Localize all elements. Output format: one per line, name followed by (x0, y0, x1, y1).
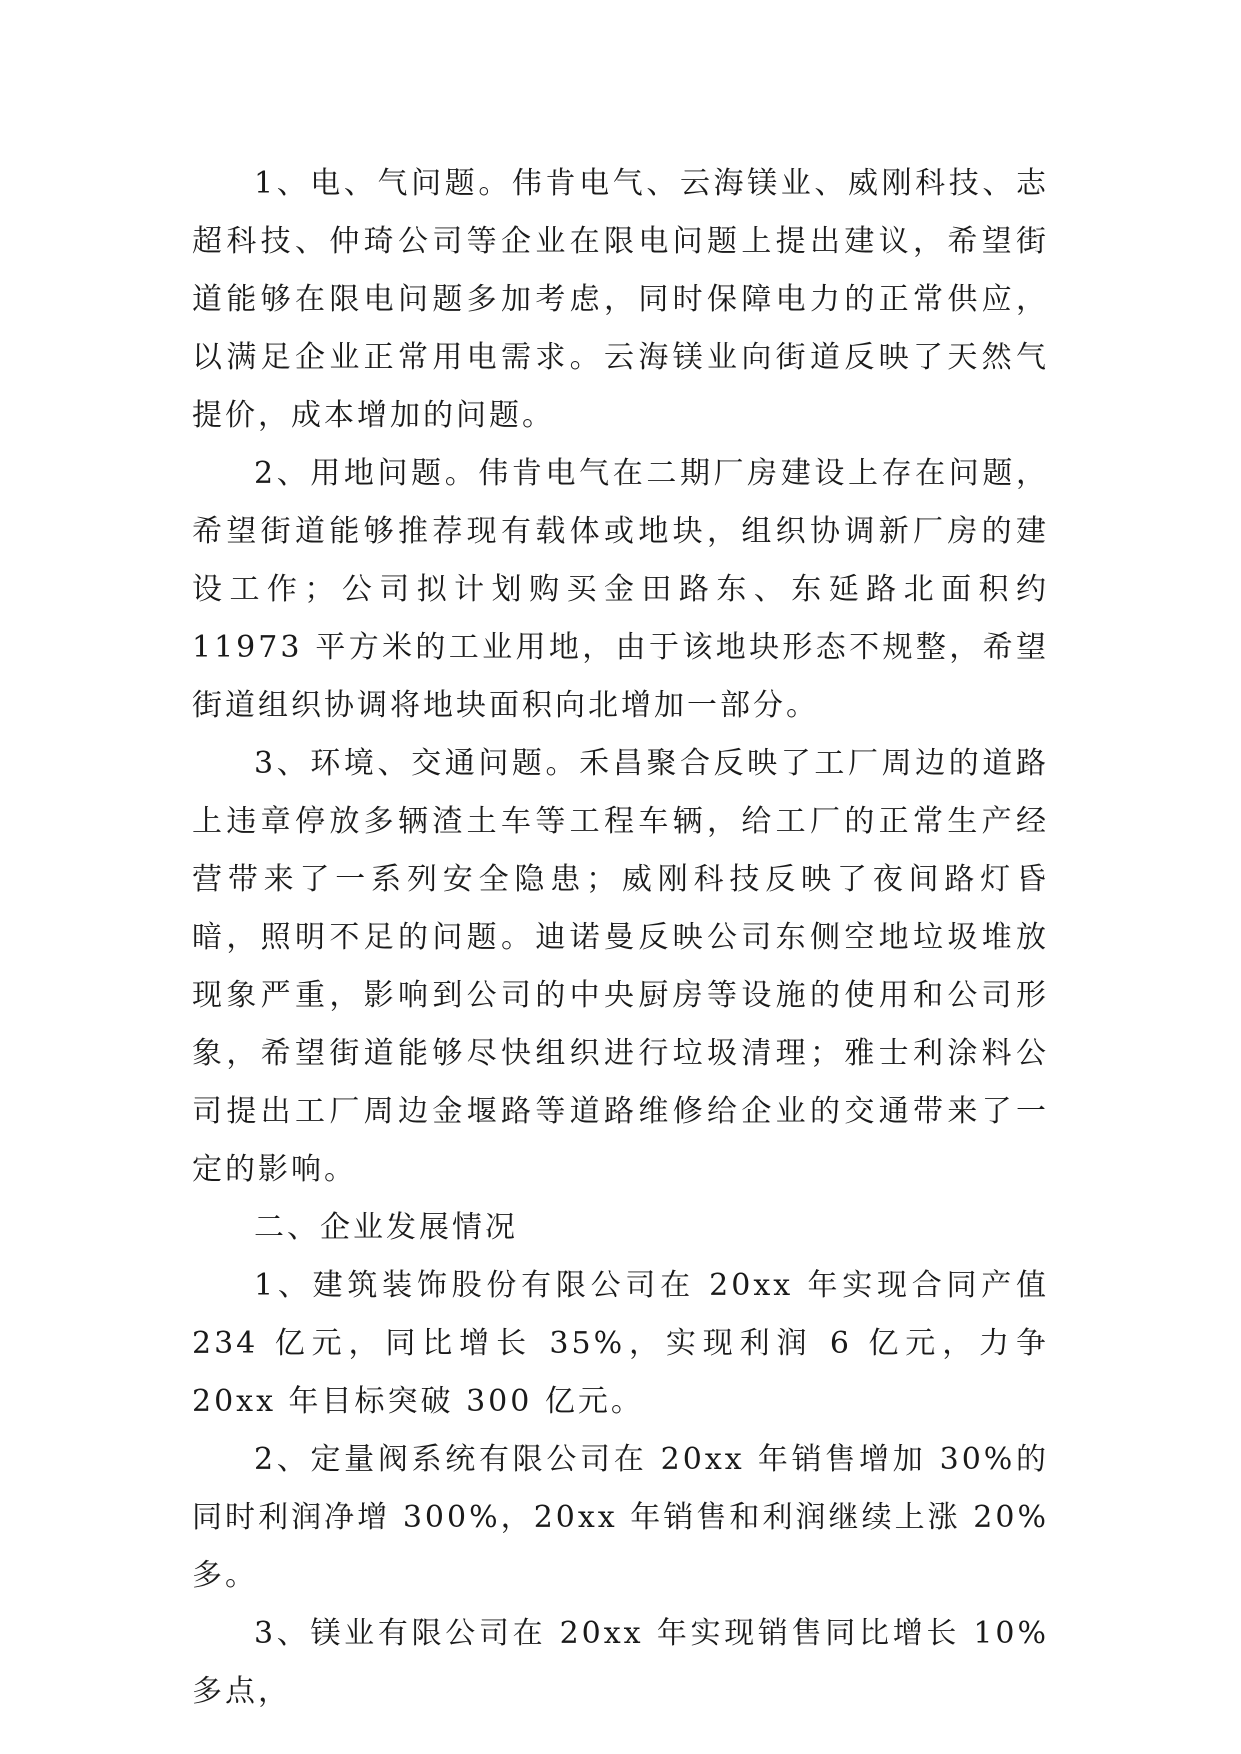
document-body (192, 155, 1049, 1721)
paragraph-electricity-gas-issues: 1、电、气问题。伟肯电气、云海镁业、威刚科技、志超科技、仲琦公司等企业在限电问题上提出建议，希望街道能够在限电问题多加考虑，同时保障电力的正常供应，以满足企业正常用电需求。云海镁业向街道反映了天然气提价，成本增加的问题。 (192, 166, 1049, 433)
paragraph-valve-company: 2、定量阀系统有限公司在 20xx 年销售增加 30%的同时利润净增 300%，20xx 年销售和利润继续上涨 20%多。 (192, 1442, 1049, 1593)
paragraph-magnesium-company: 3、镁业有限公司在 20xx 年实现销售同比增长 10%多点， (192, 1616, 1049, 1709)
paragraph-environment-traffic-issues: 3、环境、交通问题。禾昌聚合反映了工厂周边的道路上违章停放多辆渣土车等工程车辆，给工厂的正常生产经营带来了一系列安全隐患；威刚科技反映了夜间路灯昏暗，照明不足的问题。迪诺曼反映公司东侧空地垃圾堆放现象严重，影响到公司的中央厨房等设施的使用和公司形象，希望街道能够尽快组织进行垃圾清理；雅士利涂料公司提出工厂周边金堰路等道路维修给企业的交通带来了一定的影响。 (192, 746, 1049, 1187)
paragraph-decoration-company: 1、建筑装饰股份有限公司在 20xx 年实现合同产值 234 亿元，同比增长 35%，实现利润 6 亿元，力争 20xx 年目标突破 300 亿元。 (192, 1268, 1049, 1419)
paragraph-land-use-issues: 2、用地问题。伟肯电气在二期厂房建设上存在问题，希望街道能够推荐现有载体或地块，组织协调新厂房的建设工作；公司拟计划购买金田路东、东延路北面积约 11973 平方米的工业用地，由于该地块形态不规整，希望街道组织协调将地块面积向北增加一部分。 (192, 456, 1049, 723)
section-heading: 二、企业发展情况 (254, 1210, 518, 1245)
